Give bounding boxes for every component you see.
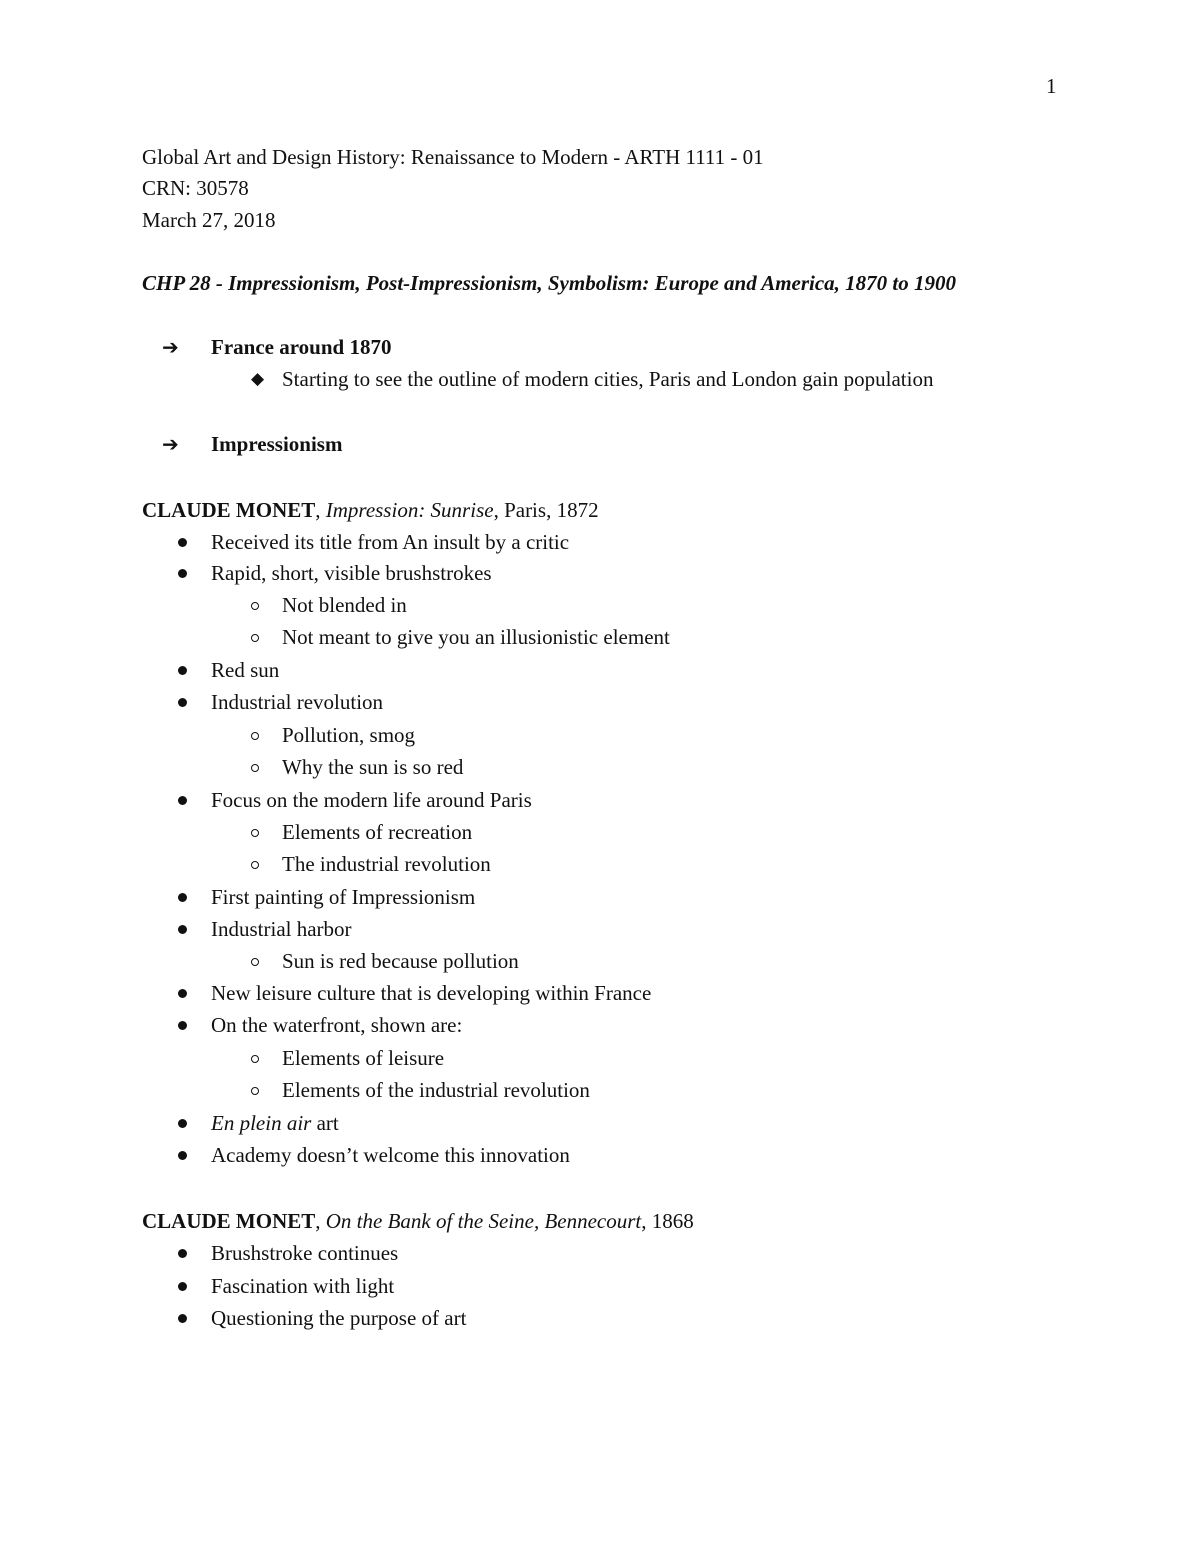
note-item bbox=[282, 1078, 590, 1102]
note-item bbox=[211, 1111, 339, 1135]
text-segment: Red sun bbox=[211, 658, 280, 682]
text-segment: Academy doesn’t welcome this innovation bbox=[211, 1143, 570, 1167]
arrow-bullet-icon: ➔ bbox=[162, 335, 179, 359]
text-segment: , Paris, 1872 bbox=[493, 498, 599, 522]
note-item bbox=[211, 917, 352, 941]
text-segment: Brushstroke continues bbox=[211, 1241, 399, 1265]
bullet-dot-icon bbox=[178, 538, 187, 547]
note-item bbox=[211, 885, 475, 909]
note-item bbox=[282, 723, 415, 747]
text-segment: , bbox=[315, 1209, 326, 1233]
bullet-dot-icon bbox=[178, 666, 187, 675]
text-segment: Pollution, smog bbox=[282, 723, 416, 747]
note-item bbox=[211, 561, 492, 585]
bullet-dot-icon bbox=[178, 1249, 187, 1258]
bullet-dot-icon bbox=[178, 1282, 187, 1291]
text-segment: The industrial revolution bbox=[282, 852, 491, 876]
bullet-dot-icon bbox=[178, 989, 187, 998]
artwork-heading bbox=[142, 498, 599, 522]
bullet-dot-icon bbox=[178, 698, 187, 707]
bullet-dot-icon bbox=[178, 1119, 187, 1128]
note-item bbox=[282, 367, 933, 391]
text-segment: , 1868 bbox=[641, 1209, 694, 1233]
bullet-circle-icon bbox=[251, 602, 259, 610]
note-item bbox=[211, 1306, 466, 1330]
bullet-dot-icon bbox=[178, 1151, 187, 1160]
text-segment: New leisure culture that is developing within France bbox=[211, 981, 652, 1005]
note-item bbox=[282, 949, 519, 973]
bullet-dot-icon bbox=[178, 1021, 187, 1030]
artwork-heading bbox=[142, 1209, 694, 1233]
bullet-circle-icon bbox=[251, 861, 259, 869]
text-segment: Industrial harbor bbox=[211, 917, 352, 941]
note-item bbox=[282, 820, 472, 844]
bullet-circle-icon bbox=[251, 829, 259, 837]
text-segment: art bbox=[311, 1111, 339, 1135]
arrow-bullet-icon: ➔ bbox=[162, 432, 179, 456]
text-segment: Questioning the purpose of art bbox=[211, 1306, 467, 1330]
text-segment: Elements of recreation bbox=[282, 820, 473, 844]
note-item bbox=[211, 690, 383, 714]
text-segment: On the Bank of the Seine, Bennecourt bbox=[325, 1209, 642, 1233]
bullet-dot-icon bbox=[178, 893, 187, 902]
note-item bbox=[211, 1013, 462, 1037]
text-segment: Industrial revolution bbox=[211, 690, 384, 714]
bullet-circle-icon bbox=[251, 764, 259, 772]
text-segment: Focus on the modern life around Paris bbox=[211, 788, 532, 812]
course-title: Global Art and Design History: Renaissance to Modern - ARTH 1111 - 01 bbox=[142, 145, 764, 169]
note-item bbox=[282, 625, 670, 649]
text-segment: Received its title from An insult by a critic bbox=[211, 530, 570, 554]
note-item bbox=[282, 593, 407, 617]
text-segment: , bbox=[315, 498, 326, 522]
text-segment: Impression: Sunrise bbox=[325, 498, 494, 522]
bullet-circle-icon bbox=[251, 1055, 259, 1063]
text-segment: Elements of the industrial revolution bbox=[282, 1078, 590, 1102]
text-segment: Elements of leisure bbox=[282, 1046, 445, 1070]
text-segment: CLAUDE MONET bbox=[142, 498, 316, 522]
note-item bbox=[211, 788, 532, 812]
text-segment: On the waterfront, shown are: bbox=[211, 1013, 463, 1037]
note-item bbox=[282, 755, 463, 779]
text-segment: Sun is red because pollution bbox=[282, 949, 519, 973]
date: March 27, 2018 bbox=[142, 208, 276, 232]
text-segment: Not meant to give you an illusionistic element bbox=[282, 625, 670, 649]
text-segment: Fascination with light bbox=[211, 1274, 395, 1298]
crn: CRN: 30578 bbox=[142, 176, 249, 200]
page-number: 1 bbox=[1046, 74, 1057, 98]
note-item bbox=[211, 1241, 398, 1265]
bullet-dot-icon bbox=[178, 569, 187, 578]
text-segment: France around 1870 bbox=[211, 335, 392, 359]
text-segment: CLAUDE MONET bbox=[142, 1209, 316, 1233]
section-heading bbox=[211, 432, 342, 456]
text-segment: Starting to see the outline of modern cities, Paris and London gain population bbox=[282, 367, 934, 391]
note-item bbox=[282, 1046, 444, 1070]
bullet-dot-icon bbox=[178, 925, 187, 934]
text-segment: First painting of Impressionism bbox=[211, 885, 476, 909]
note-item bbox=[211, 530, 569, 554]
note-item bbox=[282, 852, 491, 876]
bullet-circle-icon bbox=[251, 634, 259, 642]
diamond-bullet-icon: ◆ bbox=[251, 369, 265, 389]
text-segment: En plein air bbox=[211, 1111, 312, 1135]
bullet-circle-icon bbox=[251, 732, 259, 740]
note-item bbox=[211, 658, 279, 682]
chapter-title: CHP 28 - Impressionism, Post-Impressionism, Symbolism: Europe and America, 1870 to 1900 bbox=[142, 271, 957, 295]
text-segment: Rapid, short, visible brushstrokes bbox=[211, 561, 492, 585]
section-heading bbox=[211, 335, 391, 359]
text-segment: Why the sun is so red bbox=[282, 755, 464, 779]
note-item bbox=[211, 1143, 570, 1167]
bullet-dot-icon bbox=[178, 796, 187, 805]
note-item bbox=[211, 1274, 394, 1298]
bullet-dot-icon bbox=[178, 1314, 187, 1323]
bullet-circle-icon bbox=[251, 1087, 259, 1095]
text-segment: Not blended in bbox=[282, 593, 407, 617]
bullet-circle-icon bbox=[251, 958, 259, 966]
text-segment: Impressionism bbox=[211, 432, 343, 456]
note-item bbox=[211, 981, 651, 1005]
